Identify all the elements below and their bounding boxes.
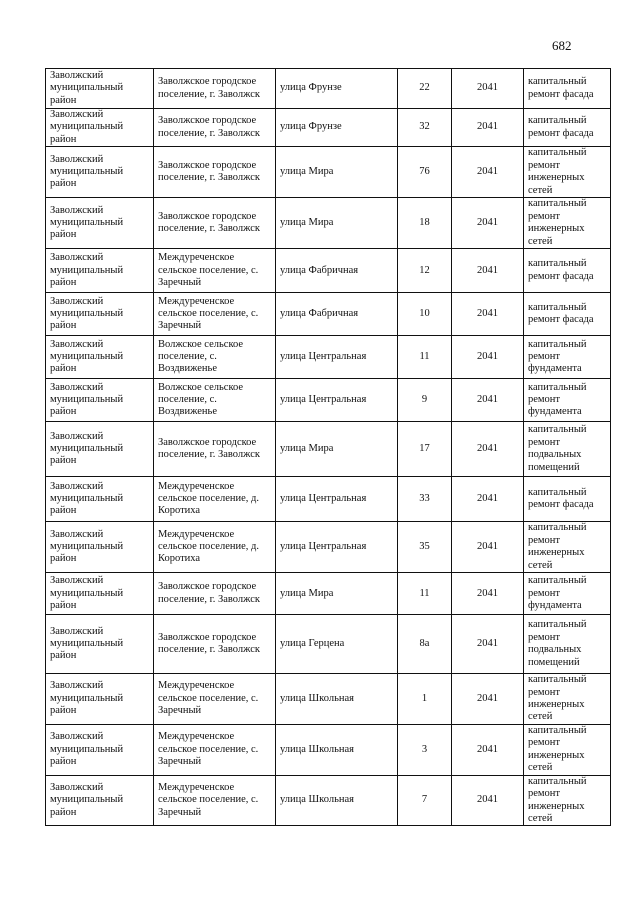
work-type-cell: капитальный ремонт фундамента: [524, 573, 611, 615]
year-cell: 2041: [452, 198, 524, 249]
year-cell: 2041: [452, 249, 524, 293]
house-number-cell: 11: [398, 573, 452, 615]
year-cell: 2041: [452, 615, 524, 674]
settlement-cell: Волжское сельское поселение, с. Воздвиженье: [154, 336, 276, 379]
street-cell: улица Фабричная: [276, 249, 398, 293]
district-cell: Заволжский муниципальный район: [46, 573, 154, 615]
house-number-cell: 76: [398, 147, 452, 198]
street-cell: улица Школьная: [276, 674, 398, 725]
district-cell: Заволжский муниципальный район: [46, 293, 154, 336]
district-cell: Заволжский муниципальный район: [46, 615, 154, 674]
table-row: [46, 249, 611, 293]
year-cell: 2041: [452, 477, 524, 522]
house-number-cell: 11: [398, 336, 452, 379]
house-number-cell: 1: [398, 674, 452, 725]
settlement-cell: Заволжское городское поселение, г. Заволжск: [154, 109, 276, 147]
street-cell: улица Центральная: [276, 522, 398, 573]
year-cell: 2041: [452, 724, 524, 775]
street-cell: улица Школьная: [276, 775, 398, 826]
street-cell: улица Школьная: [276, 724, 398, 775]
street-cell: улица Центральная: [276, 336, 398, 379]
year-cell: 2041: [452, 573, 524, 615]
work-type-cell: капитальный ремонт фасада: [524, 69, 611, 109]
year-cell: 2041: [452, 69, 524, 109]
settlement-cell: Междуреченское сельское поселение, с. Заречный: [154, 674, 276, 725]
table-row: [46, 379, 611, 422]
year-cell: 2041: [452, 775, 524, 826]
work-type-cell: капитальный ремонт инженерных сетей: [524, 775, 611, 826]
work-type-cell: капитальный ремонт инженерных сетей: [524, 198, 611, 249]
settlement-cell: Междуреченское сельское поселение, д. Коротиха: [154, 522, 276, 573]
table-row: [46, 674, 611, 725]
district-cell: Заволжский муниципальный район: [46, 674, 154, 725]
street-cell: улица Мира: [276, 422, 398, 477]
house-number-cell: 7: [398, 775, 452, 826]
house-number-cell: 12: [398, 249, 452, 293]
street-cell: улица Фрунзе: [276, 109, 398, 147]
table-row: [46, 198, 611, 249]
street-cell: улица Фрунзе: [276, 69, 398, 109]
work-type-cell: капитальный ремонт фасада: [524, 249, 611, 293]
settlement-cell: Междуреченское сельское поселение, с. Заречный: [154, 724, 276, 775]
year-cell: 2041: [452, 422, 524, 477]
house-number-cell: 18: [398, 198, 452, 249]
district-cell: Заволжский муниципальный район: [46, 249, 154, 293]
year-cell: 2041: [452, 293, 524, 336]
district-cell: Заволжский муниципальный район: [46, 477, 154, 522]
table-row: [46, 336, 611, 379]
table-row: [46, 293, 611, 336]
district-cell: Заволжский муниципальный район: [46, 336, 154, 379]
street-cell: улица Мира: [276, 573, 398, 615]
district-cell: Заволжский муниципальный район: [46, 69, 154, 109]
settlement-cell: Междуреченское сельское поселение, с. Заречный: [154, 249, 276, 293]
settlement-cell: Заволжское городское поселение, г. Заволжск: [154, 422, 276, 477]
street-cell: улица Центральная: [276, 477, 398, 522]
repair-schedule-table: [45, 68, 611, 826]
work-type-cell: капитальный ремонт инженерных сетей: [524, 674, 611, 725]
house-number-cell: 17: [398, 422, 452, 477]
page-number: 682: [552, 38, 572, 53]
work-type-cell: капитальный ремонт инженерных сетей: [524, 147, 611, 198]
table-row: [46, 724, 611, 775]
work-type-cell: капитальный ремонт инженерных сетей: [524, 522, 611, 573]
settlement-cell: Междуреченское сельское поселение, с. Заречный: [154, 775, 276, 826]
district-cell: Заволжский муниципальный район: [46, 198, 154, 249]
work-type-cell: капитальный ремонт фундамента: [524, 379, 611, 422]
table-row: [46, 615, 611, 674]
house-number-cell: 22: [398, 69, 452, 109]
table-row: [46, 477, 611, 522]
settlement-cell: Междуреченское сельское поселение, с. Заречный: [154, 293, 276, 336]
table-row: [46, 573, 611, 615]
work-type-cell: капитальный ремонт фасада: [524, 477, 611, 522]
house-number-cell: 32: [398, 109, 452, 147]
year-cell: 2041: [452, 109, 524, 147]
table-row: [46, 109, 611, 147]
house-number-cell: 8а: [398, 615, 452, 674]
settlement-cell: Волжское сельское поселение, с. Воздвиженье: [154, 379, 276, 422]
work-type-cell: капитальный ремонт подвальных помещений: [524, 615, 611, 674]
house-number-cell: 10: [398, 293, 452, 336]
district-cell: Заволжский муниципальный район: [46, 379, 154, 422]
work-type-cell: капитальный ремонт фундамента: [524, 336, 611, 379]
year-cell: 2041: [452, 674, 524, 725]
district-cell: Заволжский муниципальный район: [46, 522, 154, 573]
settlement-cell: Междуреченское сельское поселение, д. Коротиха: [154, 477, 276, 522]
street-cell: улица Герцена: [276, 615, 398, 674]
work-type-cell: капитальный ремонт подвальных помещений: [524, 422, 611, 477]
year-cell: 2041: [452, 522, 524, 573]
year-cell: 2041: [452, 336, 524, 379]
table-row: [46, 775, 611, 826]
house-number-cell: 9: [398, 379, 452, 422]
table-body: [46, 69, 611, 826]
district-cell: Заволжский муниципальный район: [46, 422, 154, 477]
house-number-cell: 3: [398, 724, 452, 775]
table-row: [46, 147, 611, 198]
settlement-cell: Заволжское городское поселение, г. Заволжск: [154, 147, 276, 198]
district-cell: Заволжский муниципальный район: [46, 147, 154, 198]
district-cell: Заволжский муниципальный район: [46, 109, 154, 147]
street-cell: улица Центральная: [276, 379, 398, 422]
work-type-cell: капитальный ремонт фасада: [524, 293, 611, 336]
settlement-cell: Заволжское городское поселение, г. Заволжск: [154, 573, 276, 615]
settlement-cell: Заволжское городское поселение, г. Заволжск: [154, 198, 276, 249]
work-type-cell: капитальный ремонт инженерных сетей: [524, 724, 611, 775]
work-type-cell: капитальный ремонт фасада: [524, 109, 611, 147]
year-cell: 2041: [452, 147, 524, 198]
street-cell: улица Мира: [276, 198, 398, 249]
district-cell: Заволжский муниципальный район: [46, 775, 154, 826]
house-number-cell: 33: [398, 477, 452, 522]
street-cell: улица Мира: [276, 147, 398, 198]
table-row: [46, 69, 611, 109]
settlement-cell: Заволжское городское поселение, г. Заволжск: [154, 69, 276, 109]
district-cell: Заволжский муниципальный район: [46, 724, 154, 775]
table-row: [46, 522, 611, 573]
house-number-cell: 35: [398, 522, 452, 573]
table-row: [46, 422, 611, 477]
year-cell: 2041: [452, 379, 524, 422]
street-cell: улица Фабричная: [276, 293, 398, 336]
settlement-cell: Заволжское городское поселение, г. Заволжск: [154, 615, 276, 674]
